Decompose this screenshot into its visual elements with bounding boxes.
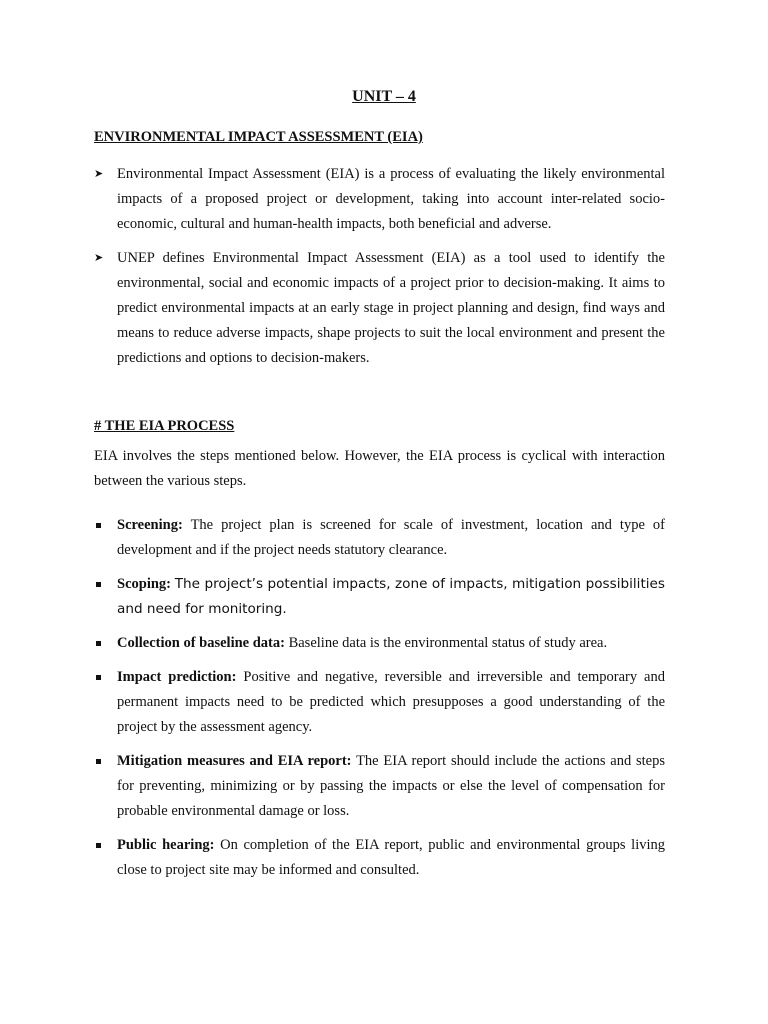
list-item [94, 246, 665, 371]
step-text: The project plan is screened for scale of investment, location and type of development and if the project needs statutory clearance. [117, 517, 665, 558]
list-item [94, 665, 665, 740]
step-text: Positive and negative, reversible and irreversible and temporary and permanent impacts need to be predicted which presupposes a good understanding of the project by the assessment agency. [117, 669, 665, 735]
square-bullet-icon [96, 523, 101, 528]
list-item [94, 162, 665, 237]
step-term: Impact prediction: [117, 669, 237, 685]
section-heading-eia: ENVIRONMENTAL IMPACT ASSESSMENT (EIA) [94, 129, 423, 145]
process-intro: EIA involves the steps mentioned below. However, the EIA process is cyclical with interaction between the various steps. [94, 448, 665, 489]
square-bullet-icon [96, 675, 101, 680]
unit-title: UNIT – 4 [352, 88, 416, 105]
step-term: Scoping: [117, 576, 171, 592]
step-text: On completion of the EIA report, public and environmental groups living close to project site may be informed and consulted. [117, 837, 666, 878]
eia-steps-list [94, 513, 665, 883]
definition-text: UNEP defines Environmental Impact Assessment (EIA) as a tool used to identify the environmental, social and economic impacts of a project prior to decision-making. It aims to predict environmental impacts at an early stage in project planning and design, find ways and means to reduce adverse impacts, shape projects to suit the local environment and present the predictions and options to decision-makers. [117, 250, 665, 366]
step-text: The EIA report should include the actions and steps for preventing, minimizing or by passing the impacts or else the level of compensation for probable environmental damage or loss. [117, 753, 665, 819]
square-bullet-icon [96, 843, 101, 848]
step-term: Screening: [117, 517, 183, 533]
section-heading-eia-process: # THE EIA PROCESS [94, 418, 235, 434]
square-bullet-icon [96, 759, 101, 764]
step-term: Public hearing: [117, 837, 215, 853]
step-text: The project’s potential impacts, zone of impacts, mitigation possibilities and need for monitoring. [117, 576, 665, 617]
list-item [94, 833, 665, 883]
step-term: Mitigation measures and EIA report: [117, 753, 352, 769]
square-bullet-icon [96, 582, 101, 587]
arrowhead-bullet-icon: ➤ [94, 252, 104, 264]
square-bullet-icon [96, 641, 101, 646]
step-term: Collection of baseline data: [117, 635, 285, 651]
eia-definition-list [94, 162, 665, 371]
list-item [94, 572, 665, 622]
step-text: Baseline data is the environmental status of study area. [288, 635, 608, 651]
arrowhead-bullet-icon: ➤ [94, 168, 104, 180]
list-item [94, 513, 665, 563]
list-item [94, 749, 665, 824]
definition-text: Environmental Impact Assessment (EIA) is a process of evaluating the likely environmental impacts of a proposed project or development, taking into account inter-related socio-economic, cultural and human-health impacts, both beneficial and adverse. [117, 166, 665, 232]
list-item [94, 631, 665, 656]
